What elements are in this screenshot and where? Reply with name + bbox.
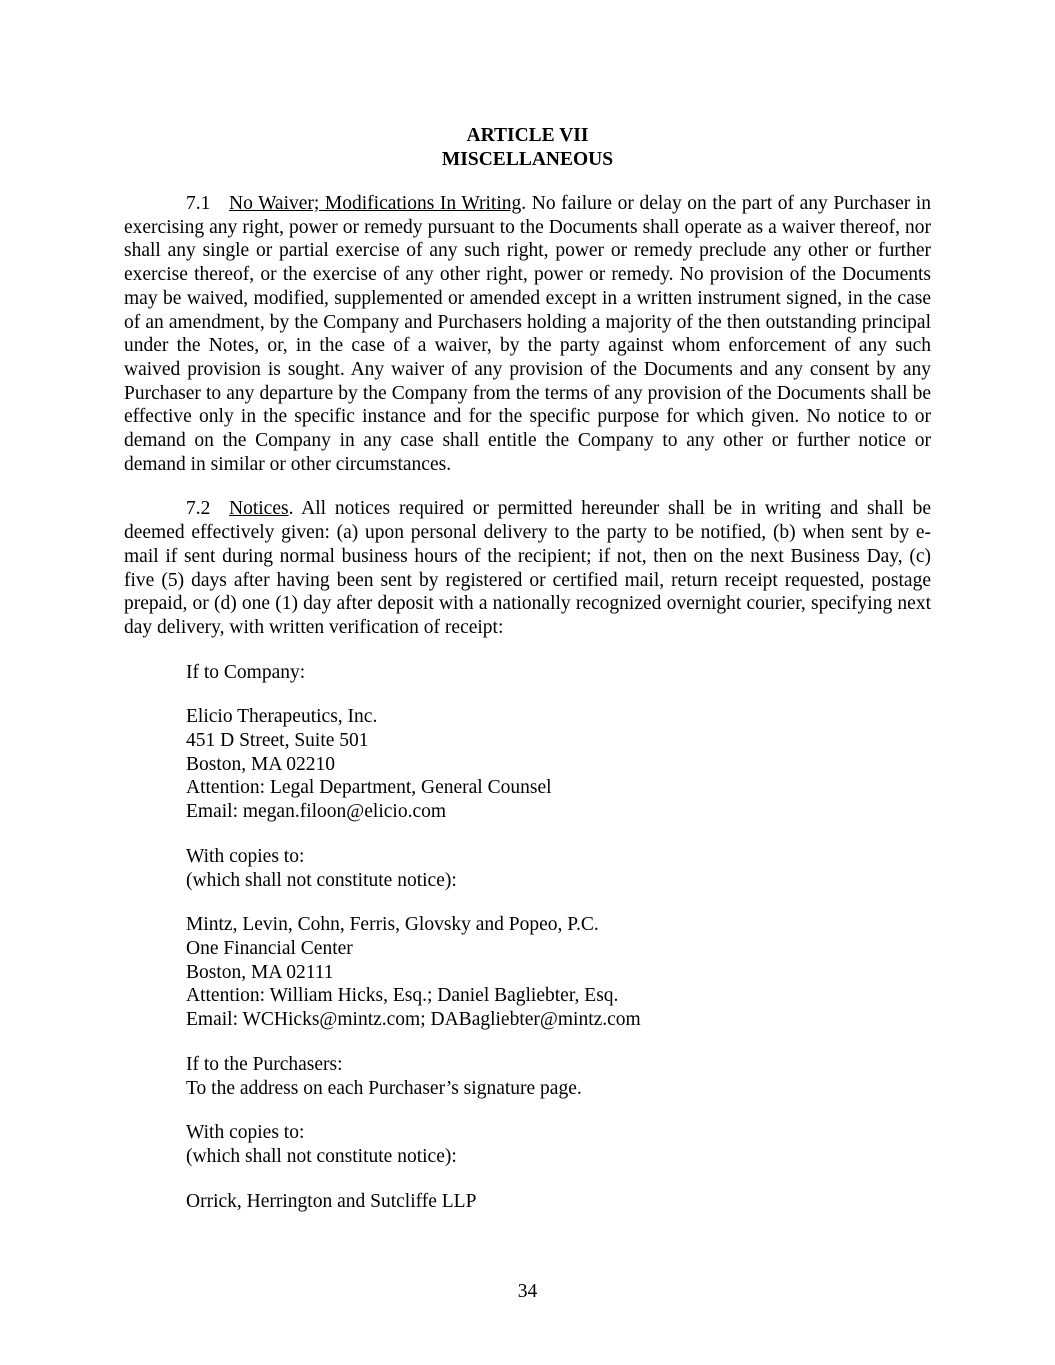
- page-number: 34: [517, 1281, 538, 1302]
- address-line: Elicio Therapeutics, Inc.: [186, 706, 378, 728]
- section-text: . All notices required or permitted hereunder shall be in writing and shall be deemed effectively given: (a) upon personal delivery to the party to be notified, (b) when sent by e-mail if sent during normal business hours of the recipient; if not, then on the next Business Day, (c) five (5) days after having been sent by registered or certified mail, return receipt requested, postage prepaid, or (d) one (1) day after deposit with a nationally recognized overnight courier, specifying next day delivery, with written verification of receipt:: [124, 498, 931, 638]
- article-title: MISCELLANEOUS: [441, 149, 614, 170]
- notice-line: With copies to:: [186, 845, 305, 867]
- copies-note: [186, 845, 931, 892]
- address-line: Attention: Legal Department, General Counsel: [186, 777, 552, 799]
- notice-line: With copies to:: [186, 1122, 305, 1144]
- copies-note: [186, 1121, 931, 1168]
- address-line: Email: megan.filoon@elicio.com: [186, 801, 447, 823]
- address-line: Boston, MA 02111: [186, 961, 334, 983]
- address-line: Mintz, Levin, Cohn, Ferris, Glovsky and Popeo, P.C.: [186, 914, 599, 936]
- notice-line: If to the Purchasers:: [186, 1053, 343, 1075]
- document-page: [124, 124, 931, 1213]
- address-line: Attention: William Hicks, Esq.; Daniel Bagliebter, Esq.: [186, 985, 619, 1007]
- section-7-2: [124, 497, 931, 639]
- article-number: ARTICLE VII: [466, 125, 589, 146]
- notice-if-to-purchasers: [186, 1053, 931, 1100]
- section-text: . No failure or delay on the part of any Purchaser in exercising any right, power or remedy pursuant to the Documents shall operate as a waiver thereof, nor shall any single or partial exercise of any such right, power or remedy preclude any other or further exercise thereof, or the exercise of any other right, power or remedy. No provision of the Documents may be waived, modified, supplemented or amended except in a written instrument signed, in the case of an amendment, by the Company and Purchasers holding a majority of the then outstanding principal under the Notes, or, in the case of a waiver, by the party against whom enforcement of any such waived provision is sought. Any waiver of any provision of the Documents and any consent by any Purchaser to any departure by the Company from the terms of any provision of the Documents shall be effective only in the specific instance and for the specific purpose for which given. No notice to or demand on the Company in any case shall entitle the Company to any other or further notice or demand in similar or other circumstances.: [124, 193, 931, 475]
- section-heading: Notices: [229, 498, 289, 520]
- section-number: 7.2: [186, 498, 211, 520]
- mintz-address: [186, 913, 931, 1032]
- notice-line: If to Company:: [186, 661, 306, 683]
- notice-line: To the address on each Purchaser’s signature page.: [186, 1077, 582, 1099]
- address-line: Orrick, Herrington and Sutcliffe LLP: [186, 1190, 477, 1212]
- notice-line: (which shall not constitute notice):: [186, 869, 457, 891]
- address-line: 451 D Street, Suite 501: [186, 730, 369, 752]
- notice-if-to-company: [186, 661, 931, 685]
- address-line: Boston, MA 02210: [186, 753, 335, 775]
- section-number: 7.1: [186, 193, 211, 214]
- company-address: [186, 705, 931, 824]
- notice-line: (which shall not constitute notice):: [186, 1145, 457, 1167]
- address-line: One Financial Center: [186, 937, 353, 959]
- orrick-address: [186, 1190, 931, 1214]
- section-heading: No Waiver; Modifications In Writing: [229, 193, 522, 214]
- section-7-1: [124, 192, 931, 476]
- address-line: Email: WCHicks@mintz.com; DABagliebter@mintz.com: [186, 1009, 641, 1031]
